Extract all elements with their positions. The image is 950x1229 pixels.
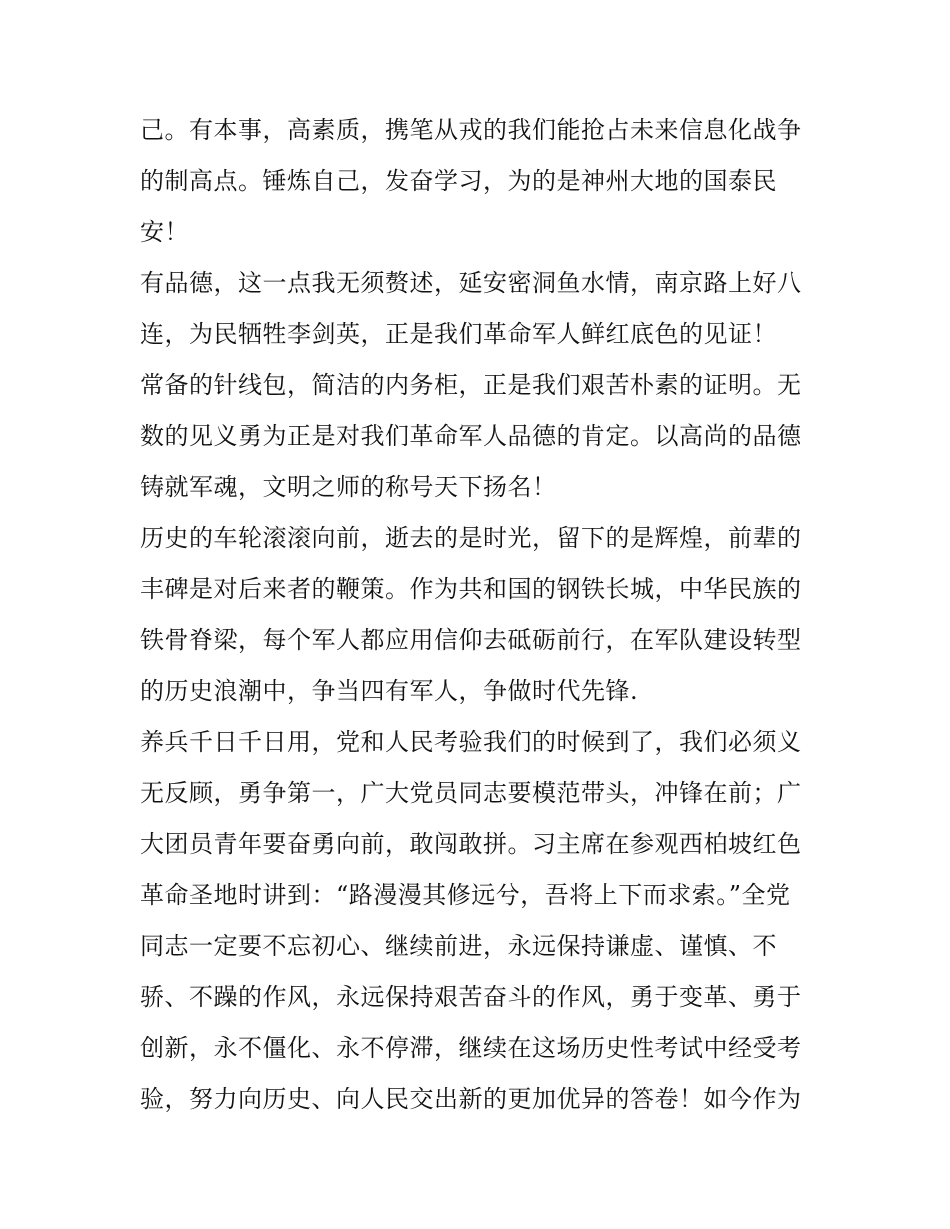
text-line: 骄、不躁的作风，永远保持艰苦奋斗的作风，勇于变革、勇于 [140,983,802,1011]
text-line: 铁骨脊梁，每个军人都应用信仰去砥砺前行，在军队建设转型 [140,626,802,654]
text-line: 的制高点。锤炼自己，发奋学习，为的是神州大地的国泰民 [140,167,777,195]
text-line: 丰碑是对后来者的鞭策。作为共和国的钢铁长城，中华民族的 [140,575,802,603]
text-line: 养兵千日千日用，党和人民考验我们的时候到了，我们必须义 [140,728,802,756]
document-body [140,105,815,1125]
text-line: 同志一定要不忘初心、继续前进，永远保持谦虚、谨慎、不 [140,932,777,960]
text-line: 验，努力向历史、向人民交出新的更加优异的答卷！如今作为 [140,1085,802,1113]
text-line: 连，为民牺牲李剑英，正是我们革命军人鲜红底色的见证！ [140,320,777,348]
text-line: 的历史浪潮中，争当四有军人，争做时代先锋. [140,677,639,705]
text-line: 常备的针线包，简洁的内务柜，正是我们艰苦朴素的证明。无 [140,371,802,399]
text-line: 有品德，这一点我无须赘述，延安密洞鱼水情，南京路上好八 [140,269,802,297]
text-line: 大团员青年要奋勇向前，敢闯敢拼。习主席在参观西柏坡红色 [140,830,802,858]
text-line: 安！ [140,218,189,246]
text-line: 历史的车轮滚滚向前，逝去的是时光，留下的是辉煌，前辈的 [140,524,802,552]
text-line: 数的见义勇为正是对我们革命军人品德的肯定。以高尚的品德 [140,422,802,450]
text-line: 无反顾，勇争第一，广大党员同志要模范带头，冲锋在前；广 [140,779,802,807]
text-line: 革命圣地时讲到：“路漫漫其修远兮，吾将上下而求索。”全党 [140,881,791,909]
text-line: 铸就军魂，文明之师的称号天下扬名！ [140,473,557,501]
text-line: 己。有本事，高素质，携笔从戎的我们能抢占未来信息化战争 [140,116,802,144]
text-line: 创新，永不僵化、永不停滞，继续在这场历史性考试中经受考 [140,1034,802,1062]
